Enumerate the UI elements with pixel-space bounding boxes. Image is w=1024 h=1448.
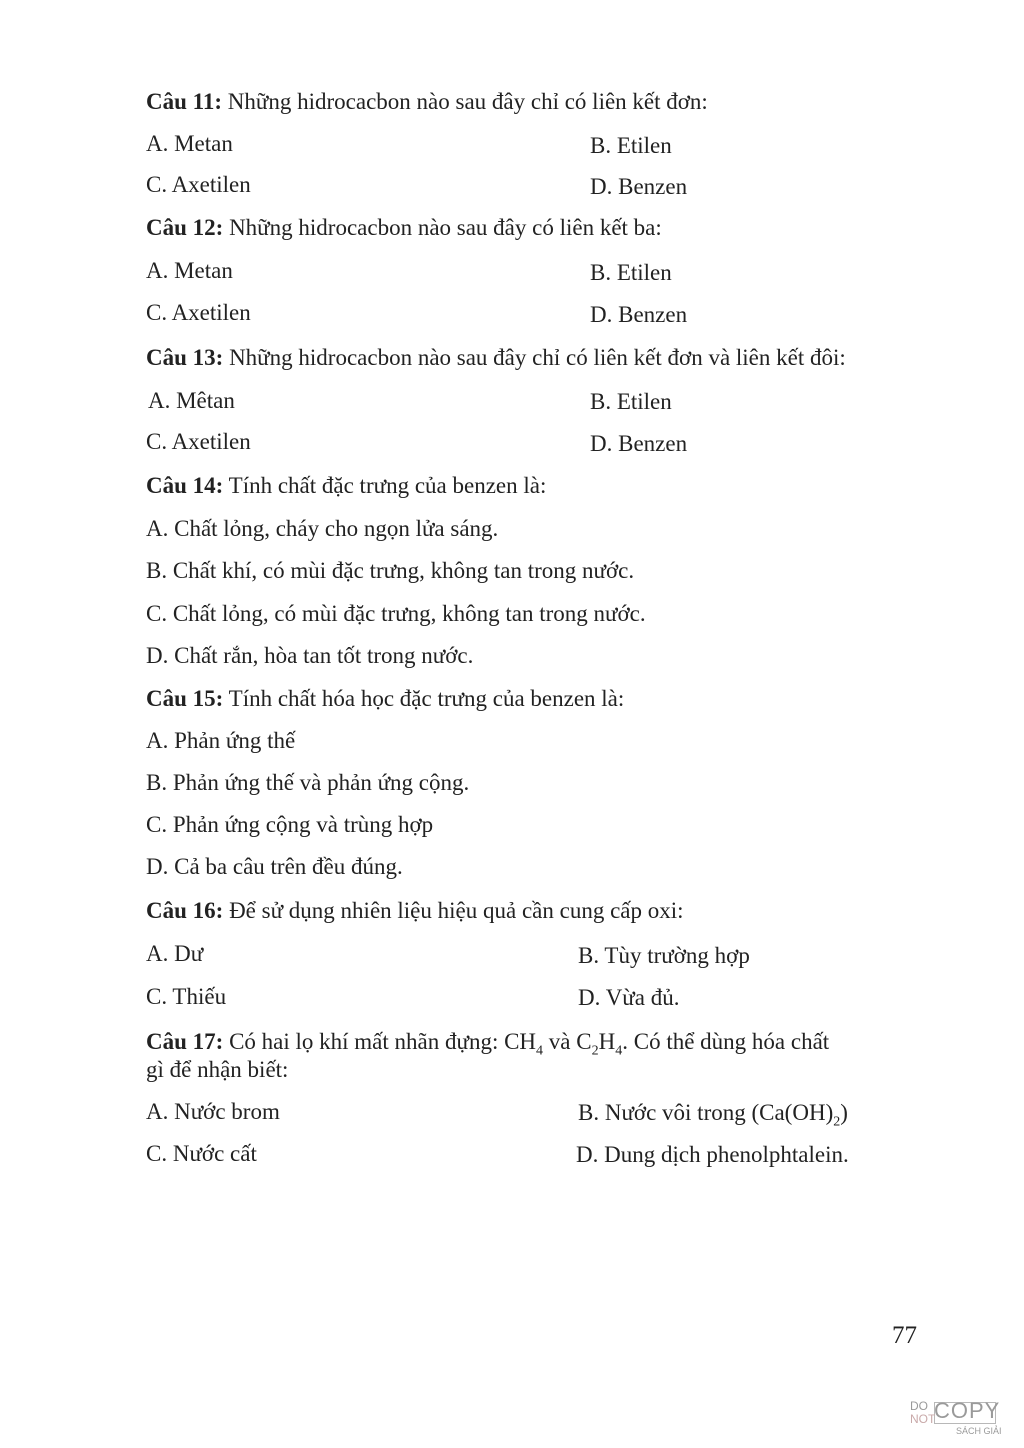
question-label: Câu 17: bbox=[146, 1029, 224, 1054]
option-c: C. Axetilen bbox=[146, 172, 251, 197]
question-16 bbox=[146, 897, 684, 925]
question-14 bbox=[146, 472, 546, 500]
option-b: B. Chất khí, có mùi đặc trưng, không tan trong nước. bbox=[146, 558, 635, 583]
watermark-not: NOT bbox=[910, 1412, 936, 1426]
option-a: A. Phản ứng thế bbox=[146, 728, 296, 753]
option-d: D. Benzen bbox=[590, 431, 688, 456]
question-text: Để sử dụng nhiên liệu hiệu quả cần cung cấp oxi: bbox=[223, 898, 684, 923]
question-text: và C bbox=[543, 1029, 592, 1054]
question-text-line-2: gì để nhận biết: bbox=[146, 1057, 289, 1082]
question-text: Những hidrocacbon nào sau đây chỉ có liên kết đơn và liên kết đôi: bbox=[223, 345, 846, 370]
option-c: C. Thiếu bbox=[146, 984, 227, 1009]
subscript: 2 bbox=[591, 1043, 599, 1059]
question-label: Câu 12: bbox=[146, 215, 224, 240]
question-text: H bbox=[598, 1029, 616, 1054]
question-15 bbox=[146, 685, 624, 713]
option-c: C. Phản ứng cộng và trùng hợp bbox=[146, 812, 434, 837]
watermark-do: DO bbox=[910, 1399, 928, 1413]
option-d: D. Dung dịch phenolphtalein. bbox=[576, 1142, 849, 1167]
option-d: D. Chất rắn, hòa tan tốt trong nước. bbox=[146, 643, 474, 668]
question-text: Những hidrocacbon nào sau đây có liên kết ba: bbox=[223, 215, 662, 240]
option-b: B. Phản ứng thế và phản ứng cộng. bbox=[146, 770, 470, 795]
question-text: Có hai lọ khí mất nhãn đựng: CH bbox=[223, 1029, 537, 1054]
option-a: A. Nước brom bbox=[146, 1099, 280, 1124]
option-d: D. Cả ba câu trên đều đúng. bbox=[146, 854, 403, 879]
option-c: C. Axetilen bbox=[146, 300, 251, 325]
option-d: D. Benzen bbox=[590, 302, 688, 327]
option-b-text: ) bbox=[840, 1100, 848, 1125]
watermark-copy: COPY bbox=[934, 1398, 1001, 1423]
option-a: A. Metan bbox=[146, 131, 233, 156]
question-text: . Có thể dùng hóa chất bbox=[622, 1029, 830, 1054]
option-c: C. Nước cất bbox=[146, 1141, 257, 1166]
option-b: B. Tùy trường hợp bbox=[578, 943, 750, 968]
question-12 bbox=[146, 214, 662, 242]
question-label: Câu 11: bbox=[146, 89, 223, 114]
option-b bbox=[578, 1099, 848, 1137]
question-text: Tính chất hóa học đặc trưng của benzen là: bbox=[223, 686, 625, 711]
option-b: B. Etilen bbox=[590, 389, 672, 414]
option-c: C. Axetilen bbox=[146, 429, 251, 454]
option-a: A. Chất lỏng, cháy cho ngọn lửa sáng. bbox=[146, 516, 499, 541]
option-d: D. Vừa đủ. bbox=[578, 985, 680, 1010]
option-a: A. Mêtan bbox=[148, 388, 235, 413]
subscript: 4 bbox=[615, 1043, 623, 1059]
question-label: Câu 15: bbox=[146, 686, 224, 711]
option-c: C. Chất lỏng, có mùi đặc trưng, không tan trong nước. bbox=[146, 601, 646, 626]
option-a: A. Dư bbox=[146, 941, 204, 966]
question-13 bbox=[146, 344, 846, 372]
option-a: A. Metan bbox=[146, 258, 233, 283]
do-not-copy-watermark bbox=[908, 1398, 1012, 1440]
option-b-text: B. Nước vôi trong (Ca(OH) bbox=[578, 1100, 834, 1125]
subscript: 4 bbox=[536, 1043, 544, 1059]
question-11 bbox=[146, 88, 708, 116]
question-text: Tính chất đặc trưng của benzen là: bbox=[223, 473, 547, 498]
option-d: D. Benzen bbox=[590, 174, 688, 199]
question-label: Câu 16: bbox=[146, 898, 224, 923]
page-number: 77 bbox=[892, 1322, 917, 1349]
option-b: B. Etilen bbox=[590, 133, 672, 158]
option-b: B. Etilen bbox=[590, 260, 672, 285]
watermark-sach-giai: SÁCH GIẢI bbox=[956, 1426, 1002, 1436]
question-label: Câu 14: bbox=[146, 473, 224, 498]
subscript: 2 bbox=[833, 1114, 841, 1130]
question-text: Những hidrocacbon nào sau đây chỉ có liên kết đơn: bbox=[222, 89, 708, 114]
question-label: Câu 13: bbox=[146, 345, 224, 370]
